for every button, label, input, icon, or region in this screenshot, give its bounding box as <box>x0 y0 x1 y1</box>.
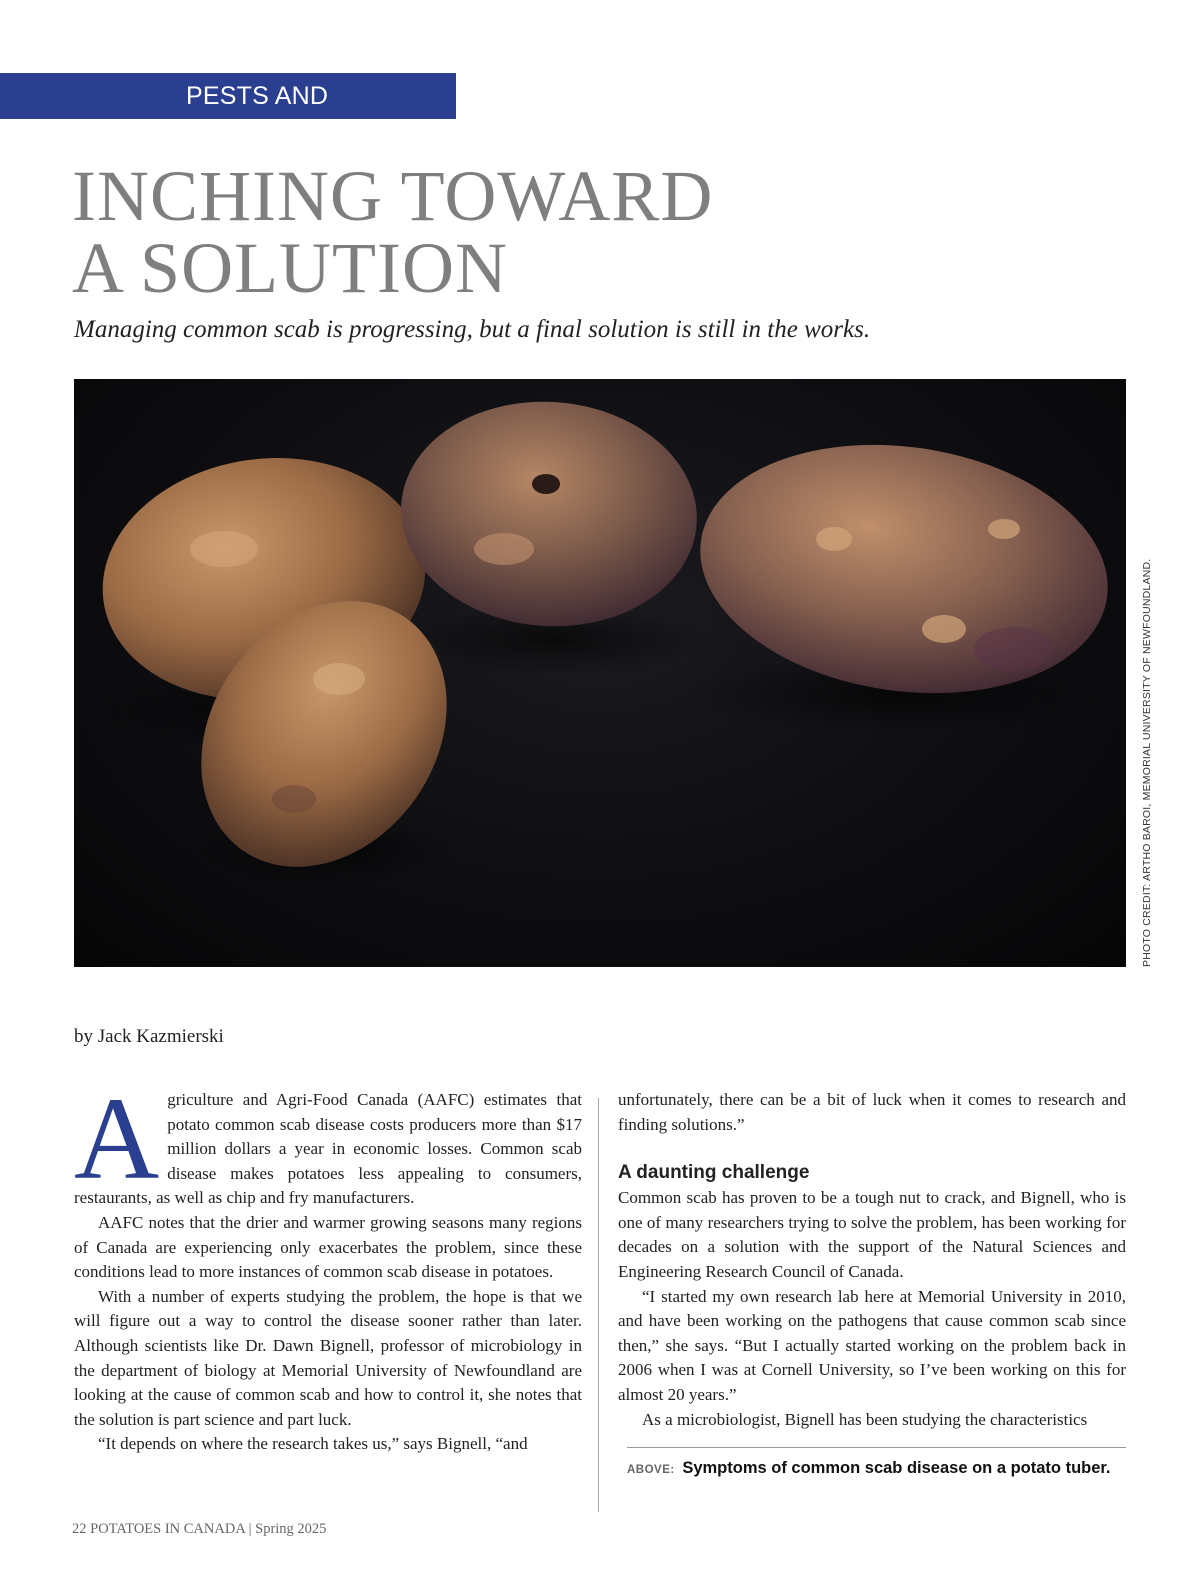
photo-caption <box>627 1459 1111 1478</box>
paragraph: Common scab has proven to be a tough nut to crack, and Bignell, who is one of many researchers trying to solve the problem, has been working for decades on a solution with the support of the Natural Sciences and Engineering Research Council of Canada. <box>618 1188 1126 1281</box>
caption-text: Symptoms of common scab disease on a potato tuber. <box>682 1459 1111 1477</box>
potato-photo-illustration <box>74 379 1126 967</box>
section-tag-bold: DISEASES <box>186 128 315 156</box>
paragraph: As a microbiologist, Bignell has been studying the characteristics <box>642 1409 1088 1429</box>
paragraph: AAFC notes that the drier and warmer growing seasons many regions of Canada are experiencing only exacerbates the problem, since these conditions lead to more instances of common scab disease in potatoes. <box>74 1212 582 1282</box>
paragraph <box>74 1073 582 1211</box>
potato-middle <box>394 392 705 636</box>
caption-label: ABOVE: <box>627 1464 675 1476</box>
deck: Managing common scab is progressing, but a final solution is still in the works. <box>74 316 871 343</box>
article-column-right <box>618 1088 1126 1432</box>
page-footer: 22 POTATOES IN CANADA | Spring 2025 <box>72 1521 327 1537</box>
section-tag-light: PESTS AND <box>186 82 329 110</box>
headline-line-1: INCHING TOWARD <box>72 156 714 236</box>
potato-photo <box>74 379 1126 967</box>
paragraph: “I started my own research lab here at Memorial University in 2010, and have been working on the pathogens that cause common scab since then,” she says. “But I actually started working on the problem back in 2006 when I was at Cornell University, so I’ve been working on this for almost 20 years.” <box>618 1286 1126 1404</box>
caption-rule <box>627 1447 1126 1448</box>
headline <box>72 156 714 308</box>
paragraph-text: griculture and Agri-Food Canada (AAFC) estimates that potato common scab disease costs producers more than $17 million dollars a year in economic losses. Common scab disease makes potatoes less appealing to consumers, restaurants, as well as chip and fry manufacturers. <box>74 1090 582 1208</box>
drop-cap: A <box>74 1073 160 1204</box>
subhead: A daunting challenge <box>618 1162 810 1184</box>
paragraph: “It depends on where the research takes us,” says Bignell, “and <box>98 1434 528 1454</box>
column-divider <box>598 1098 599 1512</box>
section-tag <box>0 73 456 156</box>
article-column-left <box>74 1073 582 1457</box>
headline-line-2: A SOLUTION <box>72 228 508 308</box>
paragraph: unfortunately, there can be a bit of luck when it comes to research and finding solutions.” <box>618 1090 1126 1134</box>
photo-credit: PHOTO CREDIT: ARTHO BAROI, MEMORIAL UNIVERSITY OF NEWFOUNDLAND. <box>1141 558 1153 967</box>
paragraph: With a number of experts studying the problem, the hope is that we will figure out a way to control the disease sooner rather than later. Although scientists like Dr. Dawn Bignell, professor of microbiology in the department of biology at Memorial University of Newfoundland are looking at the cause of common scab and how to control it, she notes that the solution is part science and part luck. <box>74 1286 582 1429</box>
byline: by Jack Kazmierski <box>74 1026 224 1047</box>
